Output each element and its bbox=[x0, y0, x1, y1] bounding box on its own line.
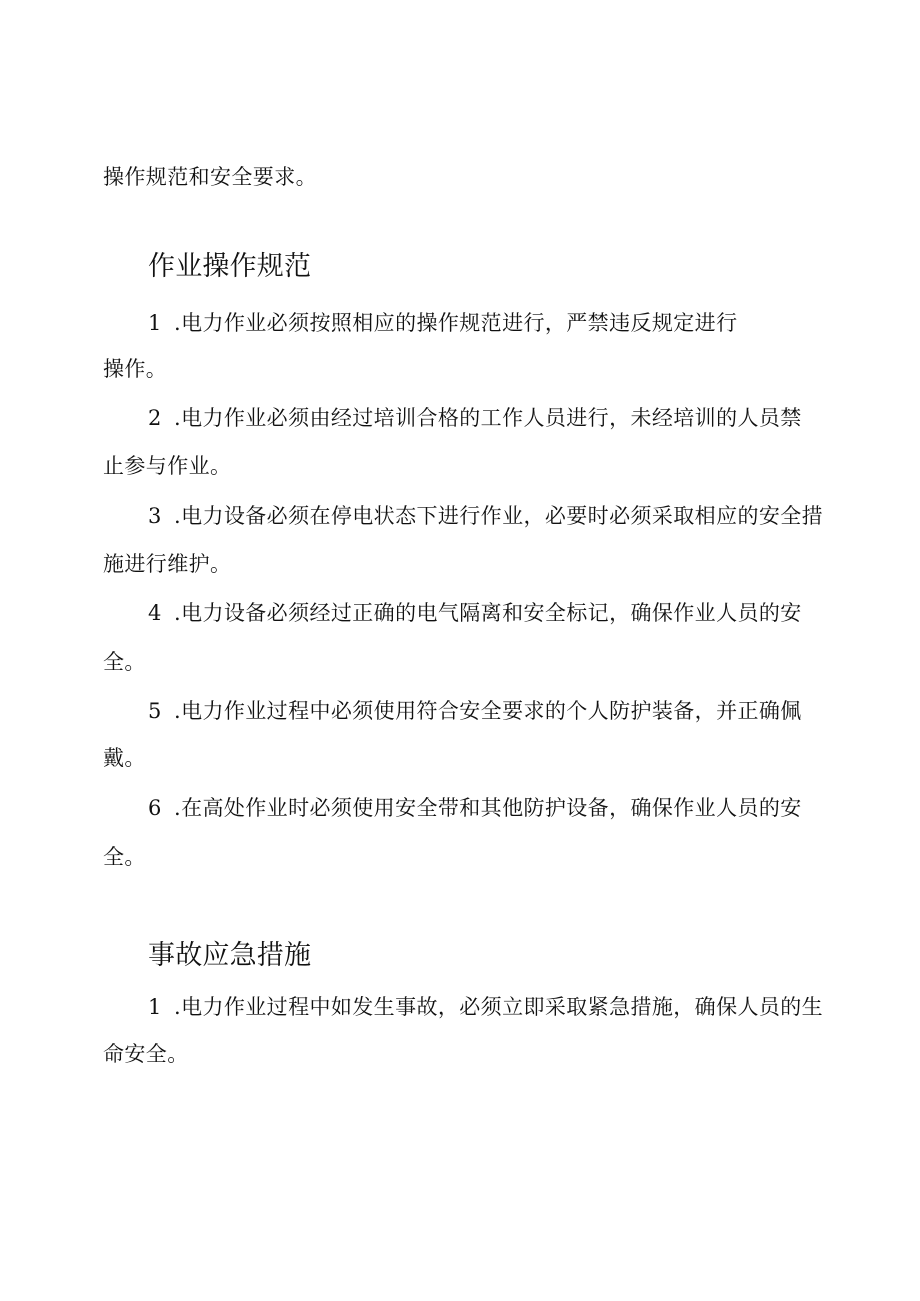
list-item-text: .电力设备必须经过正确的电气隔离和安全标记，确保作业人员的安 bbox=[174, 601, 802, 625]
section-heading-emergency: 事故应急措施 bbox=[148, 940, 312, 971]
list-item-6-line1 bbox=[148, 796, 802, 820]
intro-text: 操作规范和安全要求。 bbox=[103, 165, 317, 189]
list-item-number: 2 bbox=[148, 406, 162, 430]
list-item-4-line2: 全。 bbox=[103, 650, 146, 674]
list-item-2-line1 bbox=[148, 406, 802, 430]
emergency-item-1-line1 bbox=[148, 995, 823, 1019]
list-item-5-line2: 戴。 bbox=[103, 746, 146, 770]
list-item-6-line2: 全。 bbox=[103, 845, 146, 869]
list-item-number: 3 bbox=[148, 504, 162, 528]
section-heading-operation: 作业操作规范 bbox=[148, 251, 312, 282]
list-item-number: 1 bbox=[148, 995, 162, 1019]
list-item-number: 6 bbox=[148, 796, 162, 820]
list-item-1-line2: 操作。 bbox=[103, 357, 168, 381]
list-item-number: 5 bbox=[148, 699, 162, 723]
list-item-text: .在高处作业时必须使用安全带和其他防护设备，确保作业人员的安 bbox=[174, 796, 802, 820]
list-item-1-line1 bbox=[148, 311, 737, 335]
list-item-text: .电力作业必须按照相应的操作规范进行，严禁违反规定进行 bbox=[174, 311, 738, 335]
list-item-text: .电力作业必须由经过培训合格的工作人员进行，未经培训的人员禁 bbox=[174, 406, 802, 430]
list-item-number: 4 bbox=[148, 601, 162, 625]
list-item-5-line1 bbox=[148, 699, 802, 723]
emergency-item-1-line2: 命安全。 bbox=[103, 1042, 189, 1066]
list-item-text: .电力作业过程中必须使用符合安全要求的个人防护装备，并正确佩 bbox=[174, 699, 802, 723]
list-item-number: 1 bbox=[148, 311, 162, 335]
list-item-3-line2: 施进行维护。 bbox=[103, 552, 232, 576]
list-item-text: .电力设备必须在停电状态下进行作业，必要时必须采取相应的安全措 bbox=[174, 504, 824, 528]
list-item-3-line1 bbox=[148, 504, 823, 528]
list-item-2-line2: 止参与作业。 bbox=[103, 454, 232, 478]
list-item-text: .电力作业过程中如发生事故，必须立即采取紧急措施，确保人员的生 bbox=[174, 995, 824, 1019]
list-item-4-line1 bbox=[148, 601, 802, 625]
